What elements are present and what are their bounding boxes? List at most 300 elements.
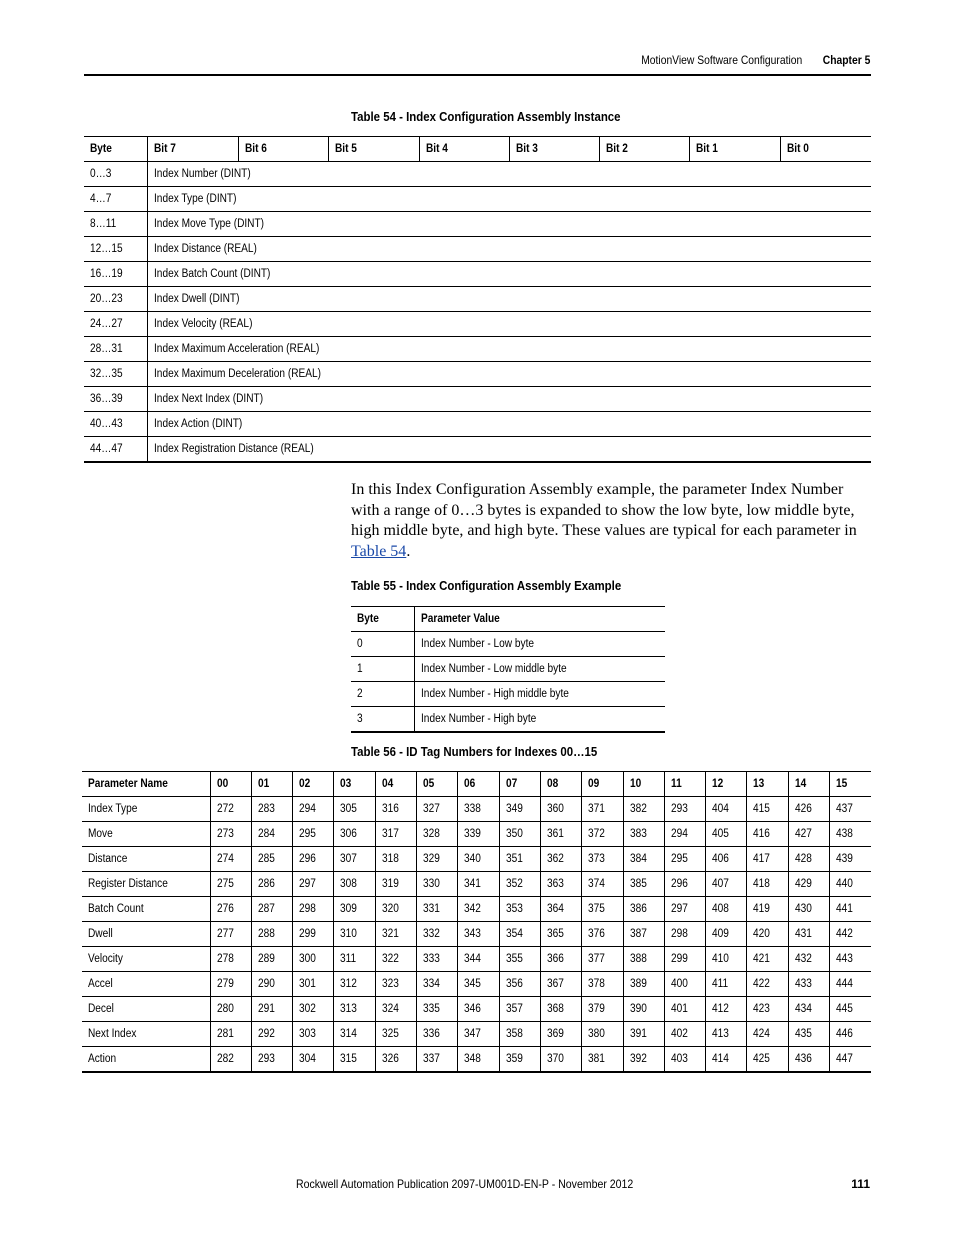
table54-header-cell-text: Bit 0 bbox=[786, 143, 809, 155]
id-tag-cell bbox=[829, 947, 871, 972]
id-tag-cell-text: 344 bbox=[464, 953, 482, 965]
id-tag-cell bbox=[417, 1047, 458, 1073]
table56-header-cell bbox=[829, 772, 871, 797]
id-tag-cell bbox=[417, 897, 458, 922]
id-tag-cell-text: 364 bbox=[546, 903, 564, 915]
table54-header-cell-text: Bit 3 bbox=[515, 143, 538, 155]
table54-header-cell bbox=[599, 137, 689, 162]
parameter-value-cell bbox=[414, 632, 665, 657]
byte-cell bbox=[84, 362, 147, 387]
id-tag-cell bbox=[582, 1022, 623, 1047]
id-tag-cell bbox=[293, 922, 334, 947]
id-tag-cell-text: 353 bbox=[505, 903, 523, 915]
id-tag-cell bbox=[499, 797, 540, 822]
id-tag-cell bbox=[747, 947, 788, 972]
table56-header-cell-text: 11 bbox=[670, 778, 682, 790]
id-tag-cell-text: 335 bbox=[423, 1003, 440, 1015]
table56-header-cell-text: 04 bbox=[381, 778, 393, 790]
id-tag-cell-text: 410 bbox=[712, 953, 729, 965]
id-tag-cell-text: 389 bbox=[629, 978, 647, 990]
running-header-chapter: Chapter 5 bbox=[822, 53, 870, 67]
id-tag-cell bbox=[706, 947, 747, 972]
table54-caption: Table 54 - Index Configuration Assembly Instance bbox=[351, 109, 621, 124]
id-tag-cell bbox=[334, 1047, 375, 1073]
id-tag-cell bbox=[293, 1022, 334, 1047]
parameter-name-cell bbox=[82, 997, 210, 1022]
byte-cell-text: 1 bbox=[357, 663, 363, 675]
id-tag-cell-text: 424 bbox=[753, 1028, 771, 1040]
id-tag-cell-text: 298 bbox=[299, 903, 317, 915]
id-tag-cell-text: 405 bbox=[712, 828, 729, 840]
field-cell-text: Index Velocity (REAL) bbox=[153, 318, 252, 330]
id-tag-cell bbox=[747, 797, 788, 822]
id-tag-cell bbox=[829, 922, 871, 947]
id-tag-cell-text: 293 bbox=[257, 1053, 275, 1065]
id-tag-cell-text: 375 bbox=[588, 903, 606, 915]
id-tag-cell-text: 408 bbox=[712, 903, 729, 915]
id-tag-cell bbox=[251, 872, 292, 897]
id-tag-cell-text: 282 bbox=[216, 1053, 234, 1065]
id-tag-cell bbox=[582, 997, 623, 1022]
table-row bbox=[84, 337, 871, 362]
id-tag-cell-text: 341 bbox=[464, 878, 482, 890]
id-tag-cell bbox=[788, 897, 829, 922]
id-tag-cell bbox=[829, 972, 871, 997]
id-tag-cell-text: 400 bbox=[670, 978, 688, 990]
table-row bbox=[84, 162, 871, 187]
id-tag-cell bbox=[623, 847, 664, 872]
id-tag-cell-text: 357 bbox=[505, 1003, 523, 1015]
id-tag-cell-text: 434 bbox=[794, 1003, 812, 1015]
byte-cell bbox=[351, 707, 414, 733]
id-tag-cell-text: 387 bbox=[629, 928, 647, 940]
table55-header-cell-text: Parameter Value bbox=[420, 613, 500, 625]
id-tag-cell bbox=[747, 1022, 788, 1047]
id-tag-cell bbox=[788, 922, 829, 947]
table-row bbox=[84, 237, 871, 262]
id-tag-cell bbox=[582, 897, 623, 922]
id-tag-cell-text: 318 bbox=[381, 853, 399, 865]
id-tag-cell-text: 407 bbox=[712, 878, 729, 890]
id-tag-cell-text: 315 bbox=[340, 1053, 358, 1065]
id-tag-cell bbox=[458, 822, 499, 847]
id-tag-cell-text: 339 bbox=[464, 828, 482, 840]
id-tag-cell bbox=[417, 797, 458, 822]
id-tag-cell-text: 358 bbox=[505, 1028, 523, 1040]
table56-header-row bbox=[82, 772, 871, 797]
id-tag-cell-text: 363 bbox=[546, 878, 564, 890]
id-tag-cell-text: 336 bbox=[423, 1028, 440, 1040]
id-tag-cell-text: 419 bbox=[753, 903, 771, 915]
id-tag-cell bbox=[293, 1047, 334, 1073]
id-tag-cell bbox=[334, 822, 375, 847]
id-tag-cell-text: 439 bbox=[835, 853, 853, 865]
id-tag-cell bbox=[334, 947, 375, 972]
id-tag-cell bbox=[375, 797, 416, 822]
id-tag-cell-text: 402 bbox=[670, 1028, 688, 1040]
id-tag-cell-text: 273 bbox=[216, 828, 234, 840]
byte-cell bbox=[351, 682, 414, 707]
id-tag-cell-text: 418 bbox=[753, 878, 771, 890]
id-tag-cell bbox=[210, 1047, 251, 1073]
parameter-name-cell-text: Velocity bbox=[88, 953, 123, 965]
id-tag-cell bbox=[664, 822, 705, 847]
id-tag-cell-text: 390 bbox=[629, 1003, 647, 1015]
id-tag-cell-text: 360 bbox=[546, 803, 564, 815]
id-tag-cell-text: 278 bbox=[216, 953, 234, 965]
id-tag-cell-text: 438 bbox=[835, 828, 853, 840]
table-row bbox=[82, 1022, 871, 1047]
table56-header-cell-text: 10 bbox=[629, 778, 641, 790]
id-tag-cell-text: 342 bbox=[464, 903, 482, 915]
id-tag-cell-text: 275 bbox=[216, 878, 234, 890]
parameter-name-cell-text: Decel bbox=[88, 1003, 114, 1015]
id-tag-cell-text: 279 bbox=[216, 978, 234, 990]
id-tag-cell-text: 376 bbox=[588, 928, 606, 940]
field-cell-text: Index Number (DINT) bbox=[153, 168, 251, 180]
id-tag-cell bbox=[375, 947, 416, 972]
id-tag-cell bbox=[210, 1022, 251, 1047]
table56-header-cell-text: 12 bbox=[712, 778, 724, 790]
id-tag-cell-text: 435 bbox=[794, 1028, 812, 1040]
table56-header-cell bbox=[82, 772, 210, 797]
id-tag-cell-text: 317 bbox=[381, 828, 399, 840]
id-tag-cell-text: 356 bbox=[505, 978, 523, 990]
field-cell-text: Index Maximum Deceleration (REAL) bbox=[153, 368, 321, 380]
id-tag-cell bbox=[664, 897, 705, 922]
byte-cell bbox=[84, 187, 147, 212]
id-tag-cell bbox=[829, 1047, 871, 1073]
id-tag-cell-text: 290 bbox=[257, 978, 275, 990]
id-tag-cell bbox=[829, 797, 871, 822]
table-row bbox=[84, 287, 871, 312]
table56-header-cell bbox=[582, 772, 623, 797]
field-cell bbox=[147, 212, 871, 237]
id-tag-cell bbox=[747, 997, 788, 1022]
id-tag-cell-text: 431 bbox=[794, 928, 812, 940]
id-tag-cell-text: 296 bbox=[299, 853, 317, 865]
id-tag-cell-text: 347 bbox=[464, 1028, 482, 1040]
table54-header-cell-text: Bit 5 bbox=[334, 143, 357, 155]
id-tag-cell-text: 284 bbox=[257, 828, 275, 840]
table-row bbox=[82, 797, 871, 822]
id-tag-cell bbox=[251, 972, 292, 997]
id-tag-cell bbox=[417, 947, 458, 972]
id-tag-cell bbox=[375, 1047, 416, 1073]
parameter-name-cell-text: Index Type bbox=[88, 803, 138, 815]
id-tag-cell bbox=[210, 997, 251, 1022]
id-tag-cell-text: 383 bbox=[629, 828, 647, 840]
id-tag-cell-text: 447 bbox=[835, 1053, 853, 1065]
id-tag-cell bbox=[417, 922, 458, 947]
table-row bbox=[84, 312, 871, 337]
id-tag-cell-text: 348 bbox=[464, 1053, 482, 1065]
id-tag-cell bbox=[293, 947, 334, 972]
id-tag-cell bbox=[623, 797, 664, 822]
id-tag-cell bbox=[417, 822, 458, 847]
id-tag-cell-text: 316 bbox=[381, 803, 399, 815]
id-tag-cell-text: 334 bbox=[423, 978, 440, 990]
table54-header-cell-text: Bit 1 bbox=[695, 143, 718, 155]
id-tag-cell bbox=[334, 972, 375, 997]
id-tag-cell-text: 288 bbox=[257, 928, 275, 940]
id-tag-cell bbox=[417, 872, 458, 897]
table-row bbox=[351, 707, 665, 733]
id-tag-cell bbox=[210, 947, 251, 972]
table54-header-cell bbox=[84, 137, 147, 162]
id-tag-cell-text: 294 bbox=[299, 803, 317, 815]
id-tag-cell-text: 324 bbox=[381, 1003, 399, 1015]
id-tag-cell-text: 312 bbox=[340, 978, 358, 990]
id-tag-cell bbox=[582, 822, 623, 847]
table56-caption: Table 56 - ID Tag Numbers for Indexes 00…15 bbox=[351, 744, 598, 759]
id-tag-cell-text: 446 bbox=[835, 1028, 853, 1040]
table54-header-cell bbox=[509, 137, 599, 162]
table56-header-cell bbox=[788, 772, 829, 797]
id-tag-cell-text: 276 bbox=[216, 903, 234, 915]
field-cell bbox=[147, 262, 871, 287]
table54 bbox=[84, 136, 871, 463]
id-tag-cell bbox=[293, 822, 334, 847]
byte-cell-text: 3 bbox=[357, 713, 363, 725]
id-tag-cell bbox=[706, 847, 747, 872]
id-tag-cell-text: 297 bbox=[670, 903, 688, 915]
id-tag-cell-text: 374 bbox=[588, 878, 606, 890]
parameter-name-cell-text: Move bbox=[88, 828, 113, 840]
id-tag-cell-text: 351 bbox=[505, 853, 523, 865]
id-tag-cell bbox=[829, 997, 871, 1022]
id-tag-cell-text: 366 bbox=[546, 953, 564, 965]
id-tag-cell-text: 302 bbox=[299, 1003, 317, 1015]
id-tag-cell-text: 320 bbox=[381, 903, 399, 915]
table-row bbox=[84, 362, 871, 387]
id-tag-cell bbox=[458, 1047, 499, 1073]
table54-header-cell bbox=[419, 137, 509, 162]
id-tag-cell-text: 371 bbox=[588, 803, 606, 815]
id-tag-cell bbox=[293, 797, 334, 822]
field-cell-text: Index Distance (REAL) bbox=[153, 243, 257, 255]
byte-cell bbox=[84, 437, 147, 463]
parameter-name-cell bbox=[82, 847, 210, 872]
table56-header-cell bbox=[375, 772, 416, 797]
id-tag-cell-text: 427 bbox=[794, 828, 812, 840]
id-tag-cell-text: 441 bbox=[835, 903, 853, 915]
byte-cell-text: 12…15 bbox=[90, 243, 123, 255]
byte-cell bbox=[84, 212, 147, 237]
id-tag-cell bbox=[582, 1047, 623, 1073]
field-cell-text: Index Registration Distance (REAL) bbox=[153, 443, 314, 455]
id-tag-cell bbox=[540, 847, 581, 872]
id-tag-cell bbox=[664, 872, 705, 897]
id-tag-cell-text: 378 bbox=[588, 978, 606, 990]
table-row bbox=[84, 387, 871, 412]
id-tag-cell-text: 359 bbox=[505, 1053, 523, 1065]
id-tag-cell bbox=[375, 822, 416, 847]
header-rule bbox=[84, 74, 871, 76]
byte-cell bbox=[84, 337, 147, 362]
table56 bbox=[82, 771, 871, 1073]
id-tag-cell-text: 373 bbox=[588, 853, 606, 865]
id-tag-cell bbox=[334, 897, 375, 922]
id-tag-cell bbox=[788, 872, 829, 897]
id-tag-cell bbox=[334, 797, 375, 822]
id-tag-cell-text: 272 bbox=[216, 803, 234, 815]
id-tag-cell bbox=[706, 1022, 747, 1047]
id-tag-cell-text: 286 bbox=[257, 878, 275, 890]
byte-cell-text: 32…35 bbox=[90, 368, 123, 380]
id-tag-cell bbox=[375, 872, 416, 897]
table-row bbox=[82, 897, 871, 922]
table56-header-cell-text: 03 bbox=[340, 778, 352, 790]
table-row bbox=[82, 922, 871, 947]
field-cell bbox=[147, 362, 871, 387]
parameter-name-cell bbox=[82, 822, 210, 847]
table56-header-cell-text: 13 bbox=[753, 778, 765, 790]
id-tag-cell bbox=[417, 997, 458, 1022]
id-tag-cell bbox=[251, 1022, 292, 1047]
id-tag-cell-text: 385 bbox=[629, 878, 647, 890]
id-tag-cell bbox=[706, 797, 747, 822]
parameter-value-cell-text: Index Number - Low byte bbox=[420, 638, 534, 650]
table56-header-cell-text: 14 bbox=[794, 778, 806, 790]
table56-header-cell bbox=[293, 772, 334, 797]
id-tag-cell-text: 384 bbox=[629, 853, 647, 865]
byte-cell-text: 20…23 bbox=[90, 293, 123, 305]
id-tag-cell-text: 404 bbox=[712, 803, 729, 815]
id-tag-cell bbox=[540, 997, 581, 1022]
id-tag-cell-text: 298 bbox=[670, 928, 688, 940]
id-tag-cell-text: 292 bbox=[257, 1028, 275, 1040]
id-tag-cell-text: 296 bbox=[670, 878, 688, 890]
id-tag-cell bbox=[375, 897, 416, 922]
id-tag-cell-text: 411 bbox=[712, 978, 729, 990]
table-row bbox=[351, 632, 665, 657]
byte-cell-text: 8…11 bbox=[90, 218, 117, 230]
id-tag-cell-text: 299 bbox=[670, 953, 688, 965]
id-tag-cell-text: 416 bbox=[753, 828, 771, 840]
id-tag-cell bbox=[334, 847, 375, 872]
id-tag-cell bbox=[623, 822, 664, 847]
id-tag-cell-text: 280 bbox=[216, 1003, 234, 1015]
parameter-value-cell bbox=[414, 657, 665, 682]
table56-header-cell bbox=[540, 772, 581, 797]
id-tag-cell-text: 310 bbox=[340, 928, 358, 940]
id-tag-cell bbox=[829, 847, 871, 872]
id-tag-cell-text: 362 bbox=[546, 853, 564, 865]
id-tag-cell bbox=[788, 797, 829, 822]
byte-cell bbox=[84, 287, 147, 312]
id-tag-cell-text: 379 bbox=[588, 1003, 606, 1015]
id-tag-cell-text: 277 bbox=[216, 928, 234, 940]
table56-header-cell bbox=[334, 772, 375, 797]
id-tag-cell-text: 349 bbox=[505, 803, 523, 815]
parameter-value-cell-text: Index Number - Low middle byte bbox=[420, 663, 567, 675]
id-tag-cell bbox=[540, 822, 581, 847]
id-tag-cell bbox=[293, 872, 334, 897]
id-tag-cell-text: 295 bbox=[670, 853, 688, 865]
parameter-name-cell-text: Action bbox=[88, 1053, 117, 1065]
id-tag-cell-text: 430 bbox=[794, 903, 812, 915]
table54-header-cell bbox=[328, 137, 419, 162]
table54-header-cell bbox=[689, 137, 780, 162]
id-tag-cell bbox=[210, 897, 251, 922]
id-tag-cell bbox=[788, 1047, 829, 1073]
table55-header-cell bbox=[351, 607, 414, 632]
id-tag-cell bbox=[582, 972, 623, 997]
id-tag-cell-text: 429 bbox=[794, 878, 812, 890]
id-tag-cell-text: 293 bbox=[670, 803, 688, 815]
table-row bbox=[84, 187, 871, 212]
id-tag-cell bbox=[623, 972, 664, 997]
id-tag-cell bbox=[417, 1022, 458, 1047]
id-tag-cell-text: 333 bbox=[423, 953, 440, 965]
id-tag-cell-text: 308 bbox=[340, 878, 358, 890]
id-tag-cell-text: 328 bbox=[423, 828, 440, 840]
id-tag-cell-text: 382 bbox=[629, 803, 647, 815]
id-tag-cell-text: 386 bbox=[629, 903, 647, 915]
id-tag-cell bbox=[747, 922, 788, 947]
id-tag-cell-text: 287 bbox=[257, 903, 275, 915]
id-tag-cell bbox=[664, 1022, 705, 1047]
table55 bbox=[351, 606, 665, 733]
table56-header-cell-text: Parameter Name bbox=[88, 778, 168, 790]
id-tag-cell-text: 417 bbox=[753, 853, 771, 865]
id-tag-cell-text: 285 bbox=[257, 853, 275, 865]
id-tag-cell bbox=[664, 797, 705, 822]
id-tag-cell-text: 420 bbox=[753, 928, 771, 940]
id-tag-cell bbox=[251, 897, 292, 922]
table56-header-cell bbox=[458, 772, 499, 797]
id-tag-cell-text: 289 bbox=[257, 953, 275, 965]
id-tag-cell bbox=[458, 847, 499, 872]
id-tag-cell bbox=[747, 872, 788, 897]
byte-cell bbox=[84, 162, 147, 187]
page-number: 111 bbox=[851, 1177, 870, 1191]
parameter-value-cell bbox=[414, 707, 665, 733]
id-tag-cell bbox=[251, 847, 292, 872]
id-tag-cell bbox=[375, 847, 416, 872]
table-row bbox=[84, 412, 871, 437]
table56-header-cell bbox=[664, 772, 705, 797]
id-tag-cell bbox=[540, 972, 581, 997]
id-tag-cell bbox=[706, 897, 747, 922]
table-row bbox=[84, 262, 871, 287]
id-tag-cell-text: 299 bbox=[299, 928, 317, 940]
id-tag-cell-text: 343 bbox=[464, 928, 482, 940]
id-tag-cell bbox=[210, 922, 251, 947]
id-tag-cell-text: 403 bbox=[670, 1053, 688, 1065]
parameter-name-cell-text: Dwell bbox=[88, 928, 113, 940]
field-cell bbox=[147, 187, 871, 212]
id-tag-cell-text: 377 bbox=[588, 953, 606, 965]
id-tag-cell bbox=[499, 847, 540, 872]
id-tag-cell bbox=[293, 847, 334, 872]
table54-header-row bbox=[84, 137, 871, 162]
id-tag-cell-text: 444 bbox=[835, 978, 853, 990]
id-tag-cell-text: 303 bbox=[299, 1028, 317, 1040]
id-tag-cell bbox=[499, 872, 540, 897]
field-cell-text: Index Next Index (DINT) bbox=[153, 393, 263, 405]
byte-cell-text: 0 bbox=[357, 638, 363, 650]
id-tag-cell bbox=[747, 972, 788, 997]
id-tag-cell-text: 340 bbox=[464, 853, 482, 865]
id-tag-cell-text: 391 bbox=[629, 1028, 647, 1040]
field-cell bbox=[147, 237, 871, 262]
id-tag-cell bbox=[499, 922, 540, 947]
table54-link[interactable]: Table 54 bbox=[351, 542, 407, 560]
id-tag-cell bbox=[582, 797, 623, 822]
id-tag-cell bbox=[788, 972, 829, 997]
